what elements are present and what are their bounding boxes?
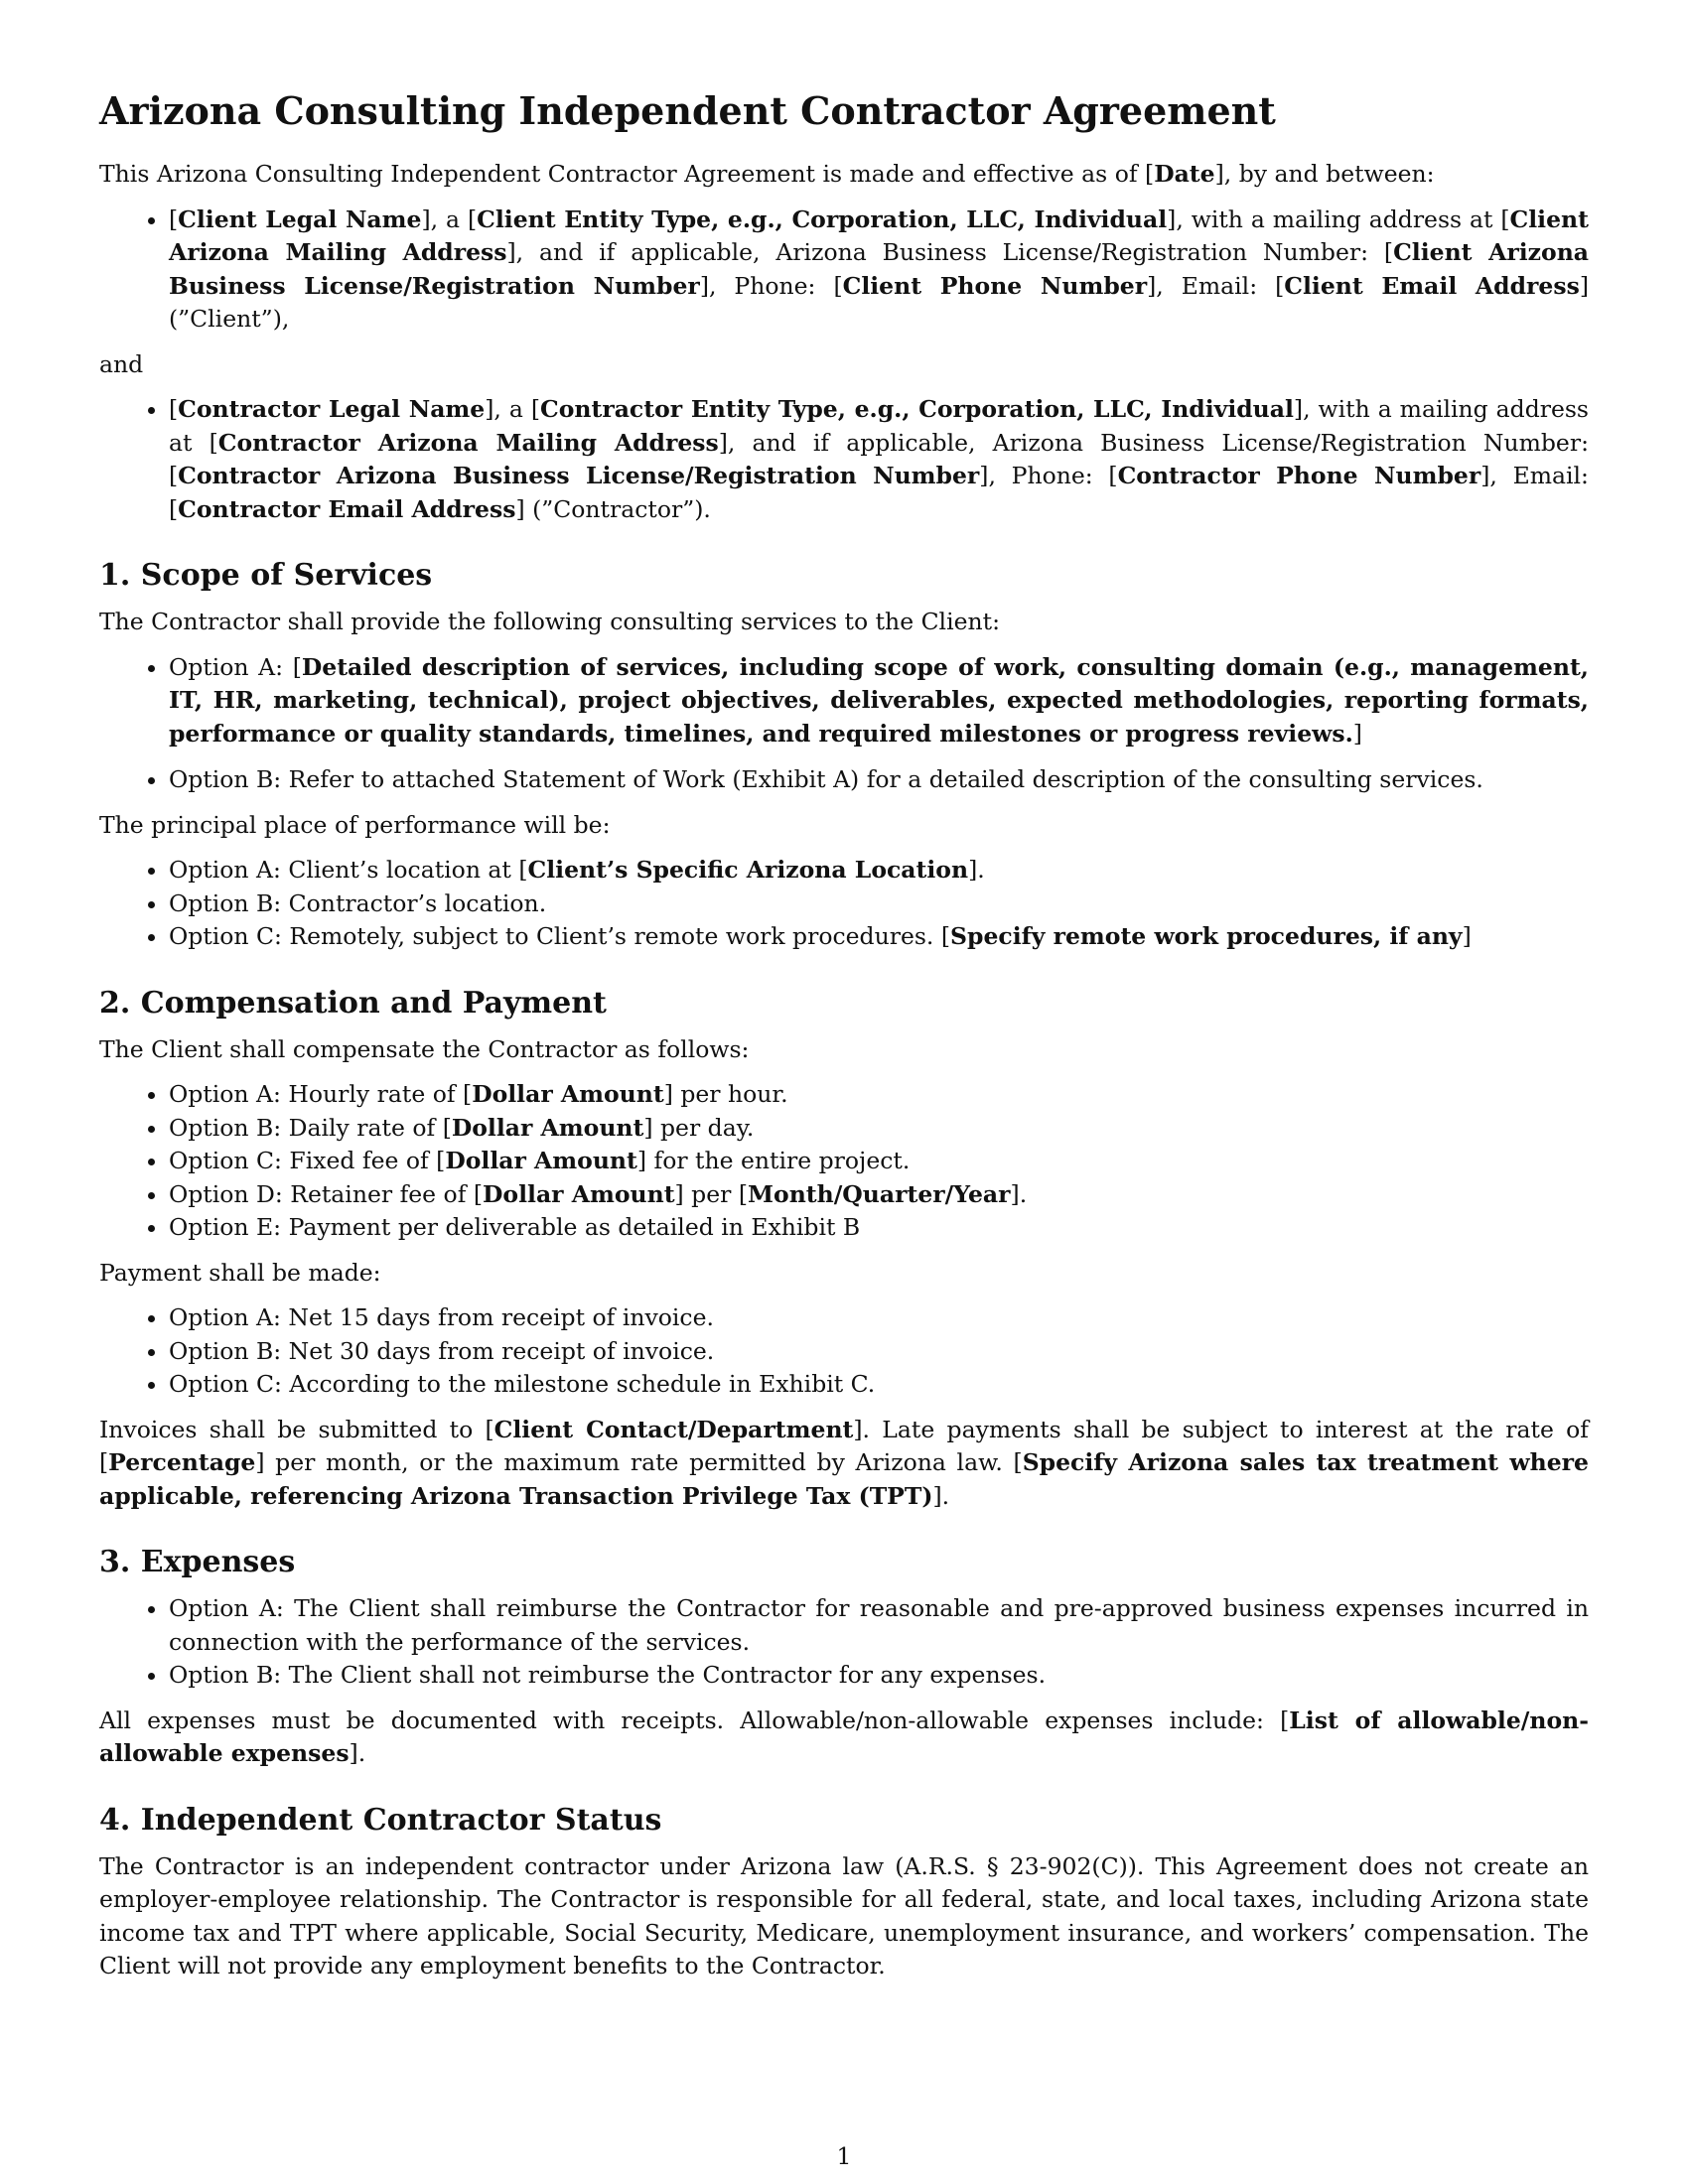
invoice-paragraph: Invoices shall be submitted to [Client Contact/Department]. Late payments shall be subject to interest at the rate of [Percentage] per month, or the maximum rate permitted by Arizona law. [Specify Arizona sales tax treatment where applicable, referencing Arizona Transaction Privilege Tax (TPT)]. xyxy=(99,1415,1589,1510)
place-option-b: • Option B: Contractor’s location. xyxy=(169,887,1589,921)
scope-option-b: • Option B: Refer to attached Statement of Work (Exhibit A) for a detailed description of the consulting services. xyxy=(169,763,1589,797)
scope-lead: The Contractor shall provide the following consulting services to the Client: xyxy=(99,608,1000,635)
section-4-heading: 4. Independent Contractor Status xyxy=(99,1802,662,1838)
contractor-party-item: • [Contractor Legal Name], a [Contractor Entity Type, e.g., Corporation, LLC, Individual], with a mailing address at [Contractor Arizona Mailing Address], and if applicable, Arizona Business License/Registration Number: [Contractor Arizona Business License/Registration Number], Phone: [Contractor Phone Number], Email: [Contractor Email Address] (”Contractor”). xyxy=(169,393,1589,526)
date-placeholder: Date xyxy=(1154,160,1215,188)
compensation-options-list xyxy=(99,1078,1589,1245)
contractor-party-list xyxy=(99,393,1589,526)
document-title: Arizona Consulting Independent Contractor Agreement xyxy=(99,88,1276,133)
contractor-entity-placeholder: Contractor Entity Type, e.g., Corporation, LLC, Individual xyxy=(540,395,1294,423)
compensation-option-c: • Option C: Fixed fee of [Dollar Amount] for the entire project. xyxy=(169,1145,1589,1178)
compensation-lead: The Client shall compensate the Contractor as follows: xyxy=(99,1034,750,1063)
client-party-item: • [Client Legal Name], a [Client Entity Type, e.g., Corporation, LLC, Individual], with a mailing address at [Client Arizona Mailing Address], and if applicable, Arizona Business License/Registration Number: [Client Arizona Business License/Registration Number], Phone: [Client Phone Number], Email: [Client Email Address] (”Client”), xyxy=(169,204,1589,337)
client-name-placeholder: Client Legal Name xyxy=(178,205,422,233)
compensation-option-a: • Option A: Hourly rate of [Dollar Amount] per hour. xyxy=(169,1078,1589,1112)
document-page xyxy=(99,87,1589,1995)
page-number: 1 xyxy=(836,2142,852,2170)
contractor-name-placeholder: Contractor Legal Name xyxy=(178,395,486,423)
client-license-placeholder: Client Arizona Business License/Registration Number xyxy=(169,238,1590,300)
scope-option-a: • Option A: [Detailed description of services, including scope of work, consulting domain (e.g., management, IT, HR, marketing, technical), project objectives, deliverables, expected methodologies, reporting formats, performance or quality standards, timelines, and required milestones or progress reviews.] xyxy=(169,651,1589,751)
compensation-option-d: • Option D: Retainer fee of [Dollar Amount] per [Month/Quarter/Year]. xyxy=(169,1178,1589,1212)
section-1-heading: 1. Scope of Services xyxy=(99,558,433,593)
compensation-option-b: • Option B: Daily rate of [Dollar Amount] per day. xyxy=(169,1112,1589,1146)
scope-options-list xyxy=(99,651,1589,797)
payment-options-list xyxy=(99,1301,1589,1402)
section-2-heading: 2. Compensation and Payment xyxy=(99,985,607,1021)
expenses-option-b: • Option B: The Client shall not reimburse the Contractor for any expenses. xyxy=(169,1659,1589,1693)
client-phone-placeholder: Client Phone Number xyxy=(842,271,1148,300)
client-address-placeholder: Client Arizona Mailing Address xyxy=(169,205,1589,266)
client-party-list xyxy=(99,204,1589,337)
place-option-a: • Option A: Client’s location at [Client’s Specific Arizona Location]. xyxy=(169,854,1589,887)
intro-paragraph: This Arizona Consulting Independent Contractor Agreement is made and effective as of [Date], by and between: xyxy=(99,160,1435,188)
and-separator: and xyxy=(99,349,144,378)
client-email-placeholder: Client Email Address xyxy=(1284,271,1580,300)
expenses-documentation: All expenses must be documented with receipts. Allowable/non-allowable expenses include: [List of allowable/non-allowable expenses]. xyxy=(99,1706,1589,1767)
place-option-c: • Option C: Remotely, subject to Client’s remote work procedures. [Specify remote work procedures, if any] xyxy=(169,920,1589,954)
expenses-options-list xyxy=(99,1592,1589,1693)
payment-lead: Payment shall be made: xyxy=(99,1258,381,1287)
compensation-option-e: • Option E: Payment per deliverable as detailed in Exhibit B xyxy=(169,1211,1589,1245)
expenses-option-a: • Option A: The Client shall reimburse the Contractor for reasonable and pre-approved business expenses incurred in connection with the performance of the services. xyxy=(169,1592,1589,1659)
payment-option-a: • Option A: Net 15 days from receipt of invoice. xyxy=(169,1301,1589,1335)
contractor-license-placeholder: Contractor Arizona Business License/Registration Number xyxy=(178,462,980,489)
contractor-email-placeholder: Contractor Email Address xyxy=(178,494,516,523)
contractor-address-placeholder: Contractor Arizona Mailing Address xyxy=(217,428,719,457)
contractor-phone-placeholder: Contractor Phone Number xyxy=(1117,462,1481,489)
payment-option-c: • Option C: According to the milestone schedule in Exhibit C. xyxy=(169,1368,1589,1402)
payment-option-b: • Option B: Net 30 days from receipt of invoice. xyxy=(169,1335,1589,1369)
section-3-heading: 3. Expenses xyxy=(99,1545,296,1579)
client-entity-placeholder: Client Entity Type, e.g., Corporation, LLC, Individual xyxy=(477,205,1168,233)
place-lead: The principal place of performance will be: xyxy=(99,810,611,839)
contractor-status-paragraph: The Contractor is an independent contractor under Arizona law (A.R.S. § 23-902(C)). This Agreement does not create an employer-employee relationship. The Contractor is responsible for all federal, state, and local taxes, including Arizona state income tax and TPT where applicable, Social Security, Medicare, unemployment insurance, and workers’ compensation. The Client will not provide any employment benefits to the Contractor. xyxy=(99,1851,1589,1979)
place-options-list xyxy=(99,854,1589,954)
